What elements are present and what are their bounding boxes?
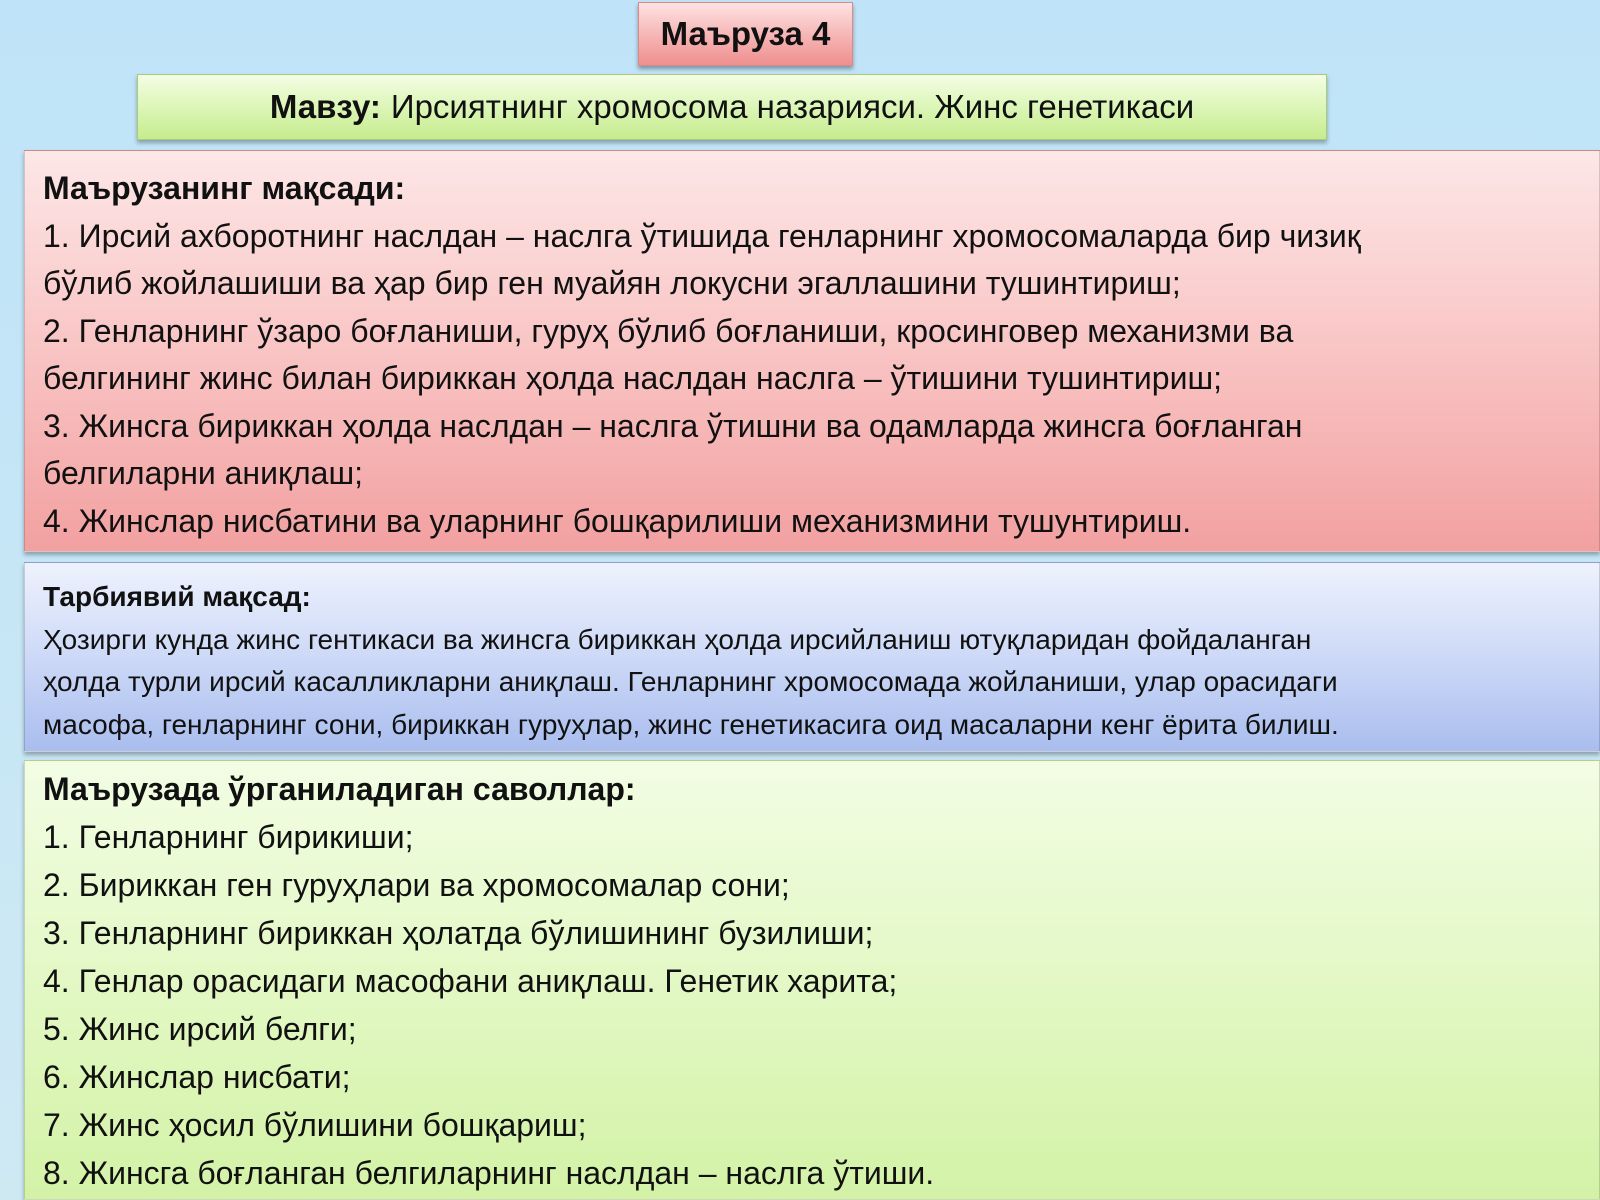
- question-item: 3. Генларнинг бириккан ҳолатда бўлишининг бузилиши;: [43, 915, 874, 951]
- goals-line: белгининг жинс билан бириккан ҳолда наслдан наслга – ўтишини тушинтириш;: [43, 360, 1223, 396]
- question-item: 7. Жинс ҳосил бўлишини бошқариш;: [43, 1107, 587, 1143]
- lecture-questions-panel: [24, 760, 1600, 1200]
- goals-line: бўлиб жойлашиши ва ҳар бир ген муайян локусни эгаллашини тушинтириш;: [43, 265, 1181, 301]
- questions-heading: Маърузада ўрганиладиган саволлар:: [43, 771, 636, 807]
- educational-goal-line: ҳолда турли ирсий касалликларни аниқлаш. Генларнинг хромосомада жойланиши, улар орасидаги: [43, 666, 1338, 697]
- goals-line: белгиларни аниқлаш;: [43, 455, 363, 491]
- goals-heading: Маърузанинг мақсади:: [43, 170, 406, 206]
- topic-text: Ирсиятнинг хромосома назарияси. Жинс генетикаси: [390, 88, 1195, 125]
- question-item: 4. Генлар орасидаги масофани аниқлаш. Генетик харита;: [43, 963, 898, 999]
- topic-label: Мавзу:: [269, 88, 381, 125]
- lecture-number-text: Маъруза 4: [660, 15, 831, 52]
- educational-goal-panel: [24, 562, 1600, 752]
- goals-line: 1. Ирсий ахборотнинг наслдан – наслга ўтишида генларнинг хромосомаларда бир чизиқ: [43, 217, 1361, 254]
- goals-line: 4. Жинслар нисбатини ва уларнинг бошқарилиши механизмини тушунтириш.: [43, 502, 1192, 539]
- question-item: 1. Генларнинг бирикиши;: [43, 819, 414, 855]
- goals-line: 3. Жинсга бириккан ҳолда наслдан – наслга ўтишни ва одамларда жинсга боғланган: [43, 407, 1303, 444]
- question-item: 6. Жинслар нисбати;: [43, 1059, 351, 1095]
- goals-line: 2. Генларнинг ўзаро боғланиши, гуруҳ бўлиб боғланиши, кросинговер механизми ва: [43, 312, 1294, 349]
- educational-goal-line: масофа, генларнинг сони, бириккан гуруҳлар, жинс генетикасига оид масаларни кенг ёрита билиш.: [43, 708, 1339, 740]
- educational-goal-heading: Тарбиявий мақсад:: [43, 581, 311, 612]
- lecture-goals-panel: [24, 150, 1600, 552]
- lecture-number-badge: [638, 2, 853, 66]
- topic-bar: [137, 74, 1327, 140]
- question-item: 2. Бириккан ген гуруҳлари ва хромосомалар сони;: [43, 867, 790, 903]
- educational-goal-line: Ҳозирги кунда жинс гентикаси ва жинсга бириккан ҳолда ирсийланиш ютуқларидан фойдаланган: [43, 623, 1312, 655]
- question-item: 8. Жинсга боғланган белгиларнинг наслдан – наслга ўтиши.: [43, 1155, 935, 1191]
- question-item: 5. Жинс ирсий белги;: [43, 1011, 357, 1047]
